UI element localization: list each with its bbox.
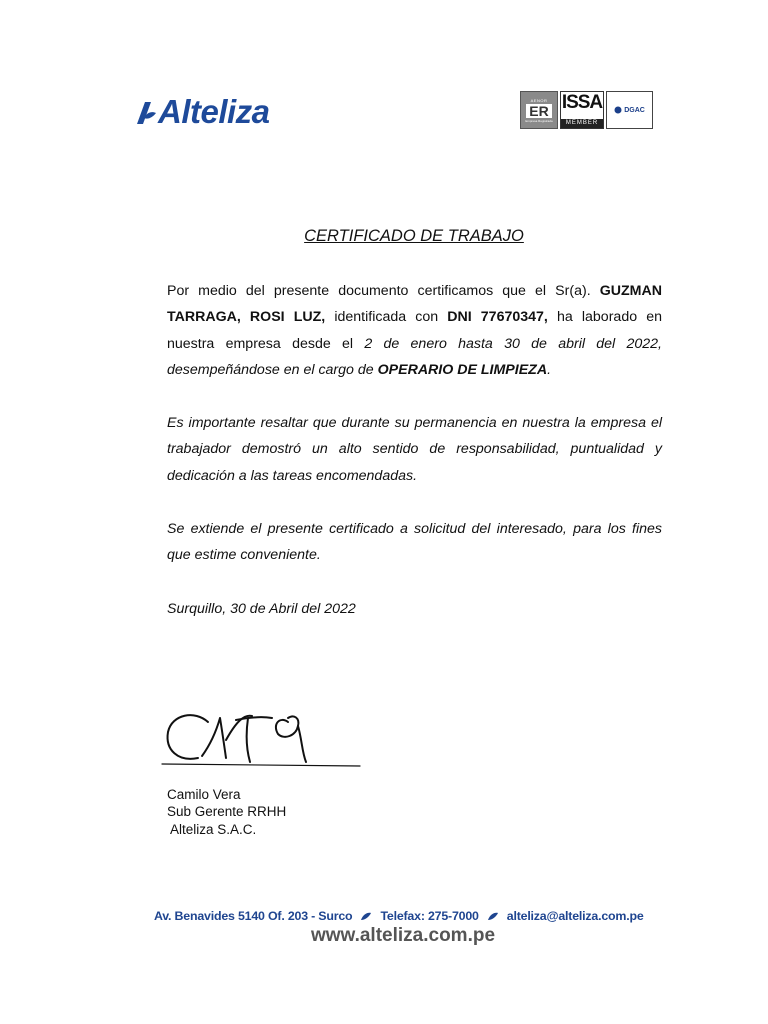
signer-company: Alteliza S.A.C. bbox=[167, 821, 257, 837]
employee-dni: DNI 77670347, bbox=[447, 309, 548, 326]
signer-name: Camilo Vera bbox=[167, 787, 241, 802]
certification-badges bbox=[520, 91, 653, 129]
logo-text: Alteliza bbox=[158, 93, 270, 130]
leaf-logo-icon bbox=[135, 98, 157, 126]
signer-block bbox=[167, 786, 286, 838]
paragraph-employment: Por medio del presente documento certificamos que el Sr(a). GUZMAN TARRAGA, ROSI LUZ, identificada con DNI 77670347, ha laborado en nuestra empresa desde el 2 de enero hasta 30 de abril del 2022, desempeñándose en el cargo de OPERARIO DE LIMPIEZA. bbox=[167, 283, 662, 378]
footer-website: www.alteliza.com.pe bbox=[310, 925, 496, 946]
handwritten-signature bbox=[160, 700, 370, 775]
employment-period: 2 de enero hasta 30 de abril del 2022, desempeñándose en el cargo de bbox=[167, 335, 662, 378]
document-body bbox=[167, 278, 662, 622]
footer-telefax: Telefax: 275-7000 bbox=[380, 909, 479, 923]
paragraph-performance: Es importante resaltar que durante su permanencia en nuestra la empresa el trabajador demostró un alto sentido de responsabilidad, puntualidad y dedicación a las tareas encomendadas. bbox=[167, 415, 662, 484]
issa-member-badge: ISSA MEMBER bbox=[560, 91, 604, 129]
paragraph-purpose: Se extiende el presente certificado a solicitud del interesado, para los fines que estime conveniente. bbox=[167, 521, 662, 564]
employee-name: GUZMAN TARRAGA, ROSI LUZ, bbox=[167, 283, 662, 326]
place-date: Surquillo, 30 de Abril del 2022 bbox=[167, 600, 356, 617]
leaf-bullet-icon bbox=[487, 911, 499, 921]
footer-email: alteliza@alteliza.com.pe bbox=[506, 909, 644, 923]
dgac-icon bbox=[614, 106, 622, 114]
document-title: CERTIFICADO DE TRABAJO bbox=[304, 227, 524, 245]
dgac-badge: DGAC bbox=[606, 91, 653, 129]
company-logo bbox=[135, 92, 270, 132]
employee-position: OPERARIO DE LIMPIEZA bbox=[377, 361, 548, 378]
aenor-er-badge: AENOR ER Empresa Registrada bbox=[520, 91, 558, 129]
leaf-bullet-icon bbox=[360, 911, 372, 921]
footer-address: Av. Benavides 5140 Of. 203 - Surco bbox=[154, 909, 353, 923]
footer-contact bbox=[154, 909, 644, 923]
signer-role: Sub Gerente RRHH bbox=[167, 804, 287, 820]
